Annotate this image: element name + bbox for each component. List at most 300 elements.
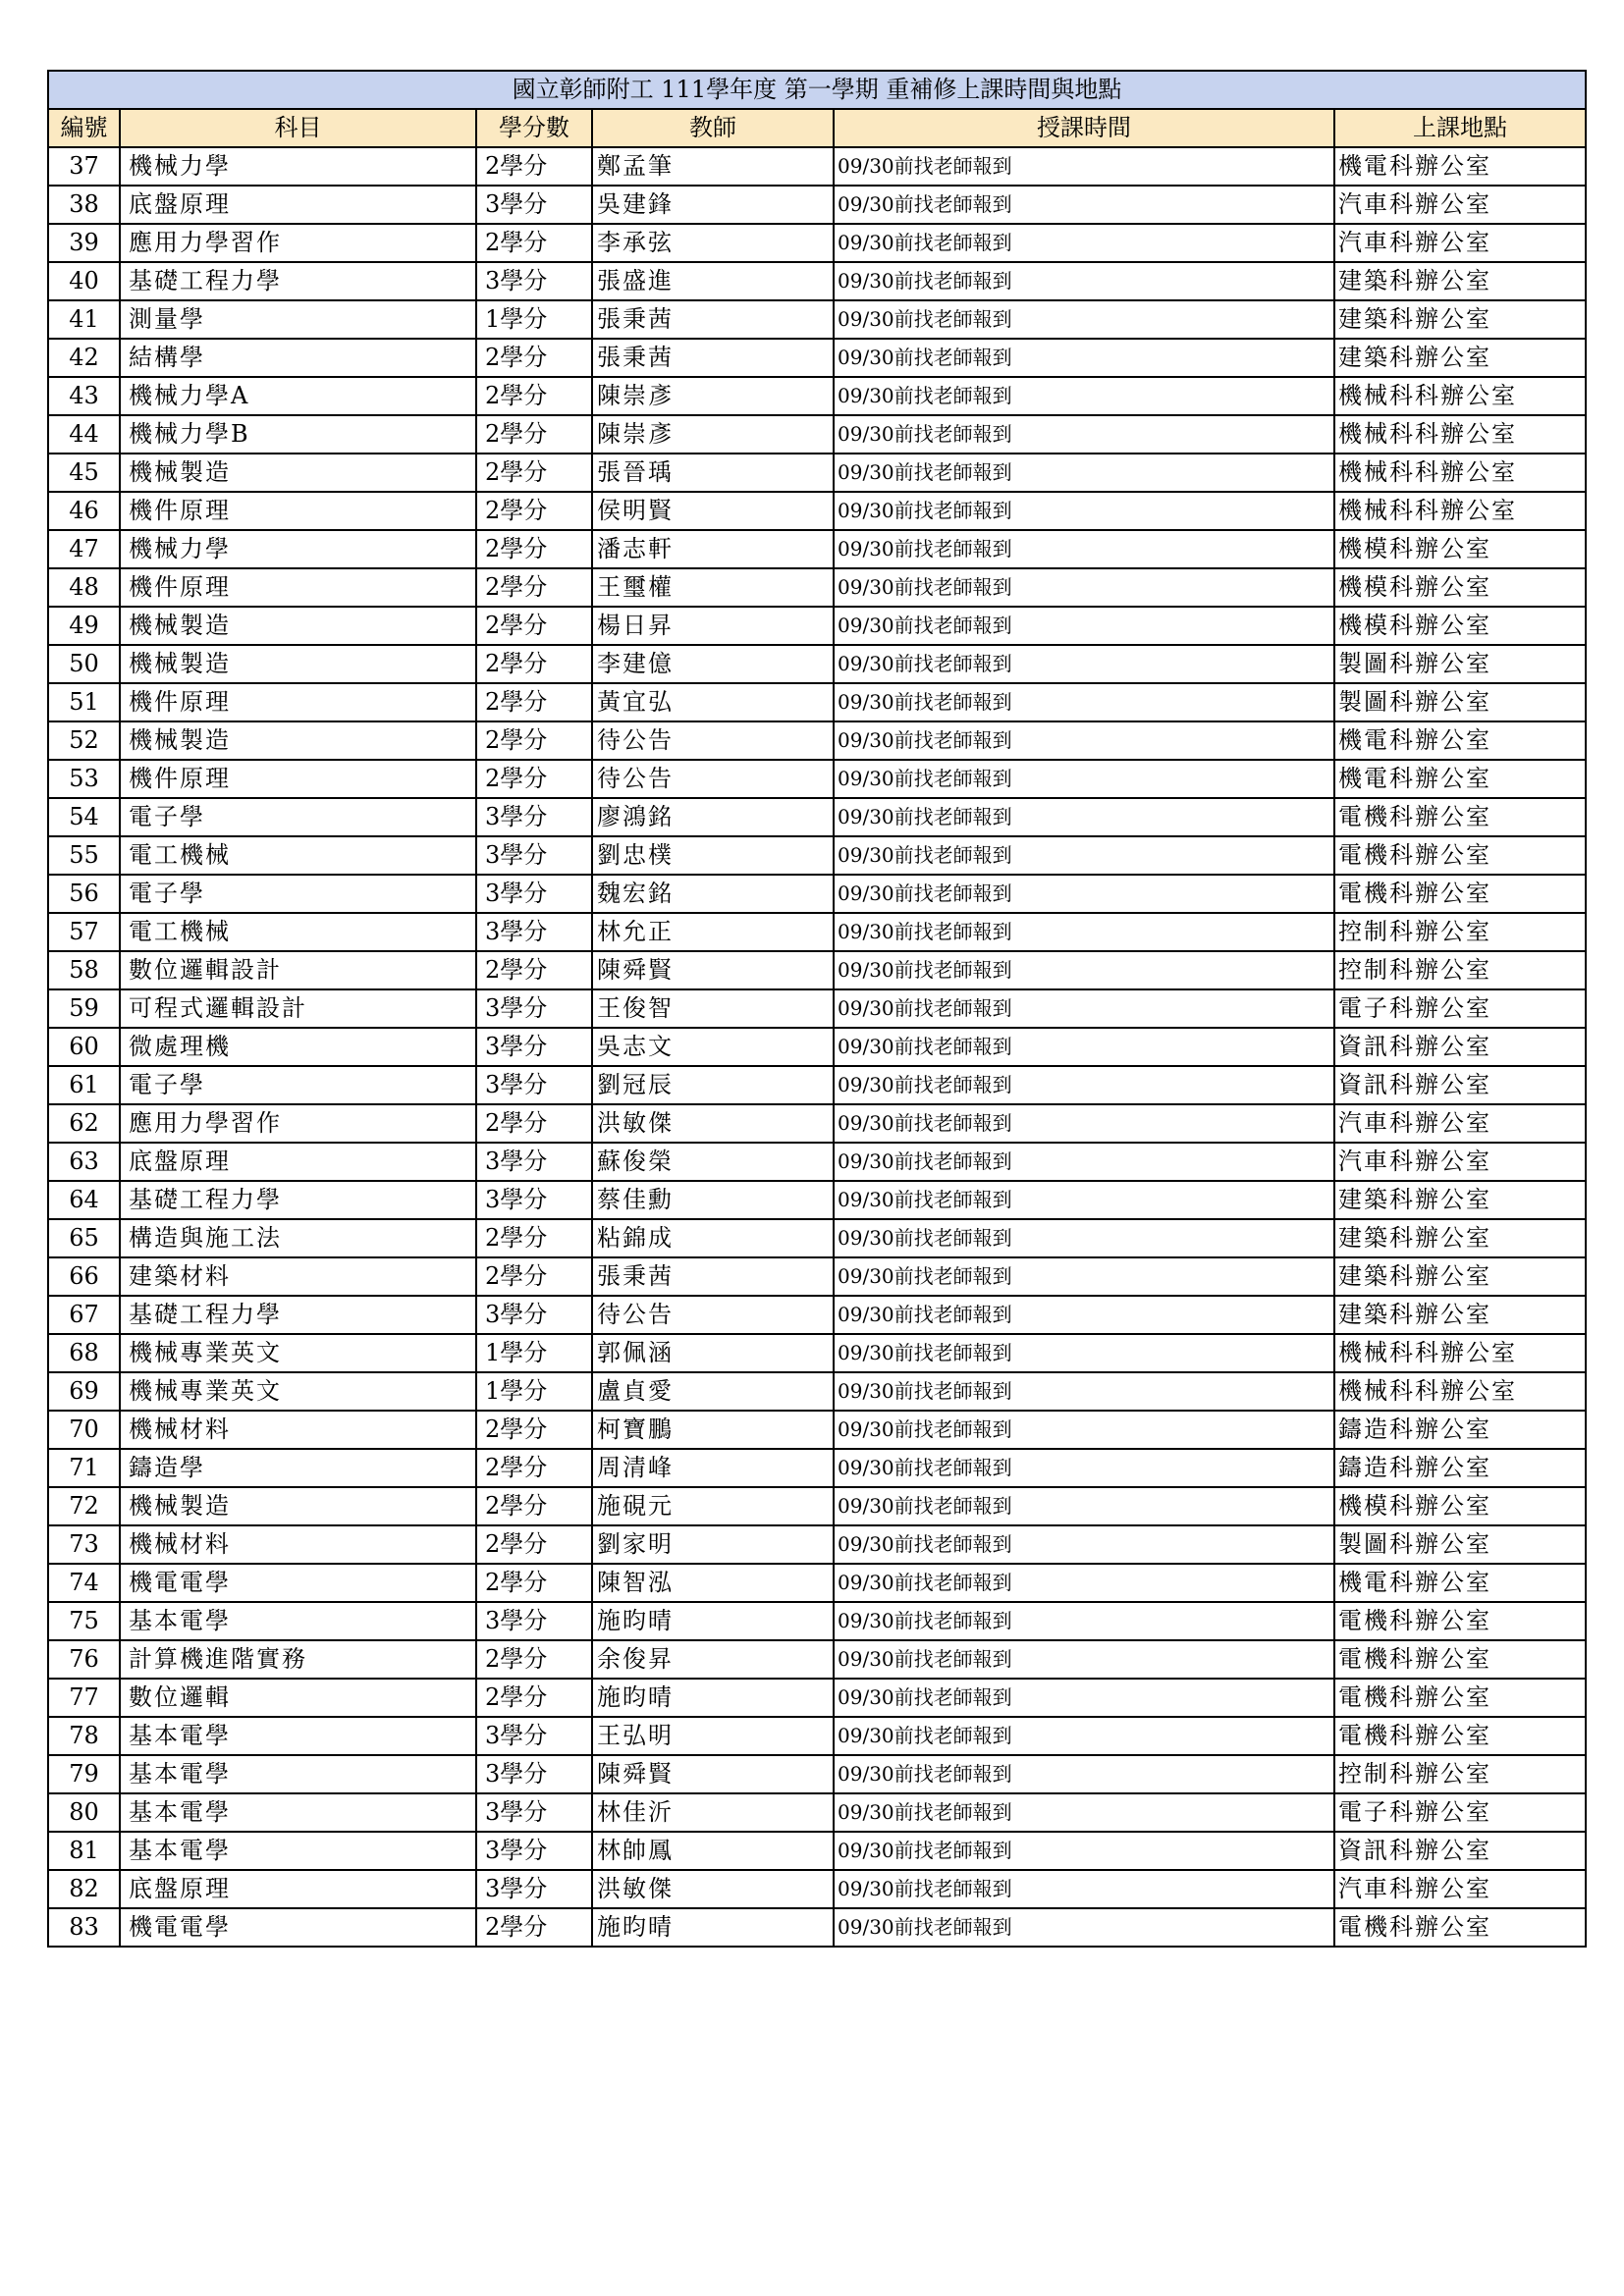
cell-location: 機電科辦公室 (1334, 1564, 1586, 1602)
cell-no: 40 (48, 262, 120, 300)
table-row (48, 1717, 1586, 1755)
cell-subject: 電工機械 (120, 836, 476, 875)
cell-credits: 3學分 (476, 989, 592, 1028)
cell-teacher: 粘錦成 (592, 1219, 834, 1257)
cell-time: 09/30前找老師報到 (834, 1908, 1334, 1947)
cell-teacher: 洪敏傑 (592, 1870, 834, 1908)
cell-credits: 2學分 (476, 1640, 592, 1679)
cell-no: 44 (48, 415, 120, 454)
table-row (48, 1028, 1586, 1066)
cell-no: 82 (48, 1870, 120, 1908)
cell-subject: 電子學 (120, 875, 476, 913)
cell-no: 52 (48, 721, 120, 760)
schedule-table (47, 70, 1587, 1948)
table-title-row (48, 71, 1586, 109)
cell-subject: 機械材料 (120, 1525, 476, 1564)
cell-teacher: 林佳沂 (592, 1793, 834, 1832)
table-row (48, 568, 1586, 607)
cell-credits: 1學分 (476, 1372, 592, 1411)
cell-subject: 數位邏輯 (120, 1679, 476, 1717)
cell-location: 控制科辦公室 (1334, 951, 1586, 989)
table-row (48, 492, 1586, 530)
cell-no: 42 (48, 339, 120, 377)
cell-credits: 3學分 (476, 1028, 592, 1066)
cell-location: 機械科科辦公室 (1334, 492, 1586, 530)
cell-time: 09/30前找老師報到 (834, 568, 1334, 607)
table-header-row (48, 109, 1586, 147)
cell-credits: 2學分 (476, 607, 592, 645)
table-row (48, 607, 1586, 645)
cell-credits: 3學分 (476, 262, 592, 300)
cell-subject: 機械製造 (120, 721, 476, 760)
table-row (48, 1640, 1586, 1679)
cell-location: 資訊科辦公室 (1334, 1832, 1586, 1870)
cell-location: 機電科辦公室 (1334, 721, 1586, 760)
table-row (48, 377, 1586, 415)
header-time: 授課時間 (834, 109, 1334, 147)
cell-teacher: 吳建鋒 (592, 186, 834, 224)
cell-no: 77 (48, 1679, 120, 1717)
table-row (48, 989, 1586, 1028)
cell-location: 汽車科辦公室 (1334, 224, 1586, 262)
cell-credits: 1學分 (476, 1334, 592, 1372)
cell-subject: 機械力學 (120, 147, 476, 186)
cell-location: 機械科科辦公室 (1334, 454, 1586, 492)
cell-time: 09/30前找老師報到 (834, 607, 1334, 645)
cell-subject: 基本電學 (120, 1832, 476, 1870)
cell-teacher: 廖鴻銘 (592, 798, 834, 836)
cell-teacher: 楊日昇 (592, 607, 834, 645)
table-row (48, 1219, 1586, 1257)
table-row (48, 1602, 1586, 1640)
cell-location: 電機科辦公室 (1334, 798, 1586, 836)
cell-no: 80 (48, 1793, 120, 1832)
cell-no: 43 (48, 377, 120, 415)
cell-teacher: 柯寶鵬 (592, 1411, 834, 1449)
cell-time: 09/30前找老師報到 (834, 186, 1334, 224)
cell-no: 56 (48, 875, 120, 913)
cell-teacher: 劉冠辰 (592, 1066, 834, 1104)
cell-time: 09/30前找老師報到 (834, 262, 1334, 300)
cell-time: 09/30前找老師報到 (834, 1870, 1334, 1908)
cell-time: 09/30前找老師報到 (834, 224, 1334, 262)
cell-subject: 機械力學B (120, 415, 476, 454)
cell-teacher: 林允正 (592, 913, 834, 951)
table-row (48, 1066, 1586, 1104)
cell-credits: 2學分 (476, 951, 592, 989)
cell-location: 製圖科辦公室 (1334, 683, 1586, 721)
cell-subject: 微處理機 (120, 1028, 476, 1066)
table-row (48, 836, 1586, 875)
cell-location: 汽車科辦公室 (1334, 186, 1586, 224)
cell-credits: 2學分 (476, 1219, 592, 1257)
cell-credits: 2學分 (476, 645, 592, 683)
cell-subject: 機電電學 (120, 1564, 476, 1602)
cell-no: 49 (48, 607, 120, 645)
cell-teacher: 潘志軒 (592, 530, 834, 568)
cell-subject: 鑄造學 (120, 1449, 476, 1487)
cell-location: 汽車科辦公室 (1334, 1104, 1586, 1143)
cell-credits: 3學分 (476, 186, 592, 224)
cell-no: 68 (48, 1334, 120, 1372)
cell-teacher: 施昀晴 (592, 1602, 834, 1640)
cell-location: 建築科辦公室 (1334, 1296, 1586, 1334)
table-row (48, 1908, 1586, 1947)
cell-location: 電機科辦公室 (1334, 1640, 1586, 1679)
cell-time: 09/30前找老師報到 (834, 415, 1334, 454)
cell-no: 78 (48, 1717, 120, 1755)
cell-no: 74 (48, 1564, 120, 1602)
cell-credits: 2學分 (476, 1908, 592, 1947)
table-row (48, 1181, 1586, 1219)
cell-teacher: 洪敏傑 (592, 1104, 834, 1143)
cell-time: 09/30前找老師報到 (834, 1755, 1334, 1793)
cell-subject: 機件原理 (120, 568, 476, 607)
header-no: 編號 (48, 109, 120, 147)
cell-time: 09/30前找老師報到 (834, 1717, 1334, 1755)
cell-teacher: 魏宏銘 (592, 875, 834, 913)
table-row (48, 1793, 1586, 1832)
cell-time: 09/30前找老師報到 (834, 1296, 1334, 1334)
cell-time: 09/30前找老師報到 (834, 1104, 1334, 1143)
cell-teacher: 鄭孟筆 (592, 147, 834, 186)
cell-credits: 2學分 (476, 683, 592, 721)
cell-subject: 建築材料 (120, 1257, 476, 1296)
cell-teacher: 余俊昇 (592, 1640, 834, 1679)
cell-subject: 底盤原理 (120, 1870, 476, 1908)
table-row (48, 1832, 1586, 1870)
cell-location: 製圖科辦公室 (1334, 1525, 1586, 1564)
cell-no: 47 (48, 530, 120, 568)
cell-no: 72 (48, 1487, 120, 1525)
table-row (48, 1296, 1586, 1334)
cell-subject: 基本電學 (120, 1755, 476, 1793)
cell-no: 76 (48, 1640, 120, 1679)
cell-teacher: 陳崇彥 (592, 377, 834, 415)
cell-no: 71 (48, 1449, 120, 1487)
cell-credits: 3學分 (476, 1717, 592, 1755)
cell-location: 鑄造科辦公室 (1334, 1411, 1586, 1449)
cell-credits: 3學分 (476, 798, 592, 836)
cell-subject: 構造與施工法 (120, 1219, 476, 1257)
cell-time: 09/30前找老師報到 (834, 339, 1334, 377)
cell-location: 機電科辦公室 (1334, 760, 1586, 798)
cell-no: 60 (48, 1028, 120, 1066)
header-teacher: 教師 (592, 109, 834, 147)
table-row (48, 1870, 1586, 1908)
cell-no: 54 (48, 798, 120, 836)
cell-time: 09/30前找老師報到 (834, 1372, 1334, 1411)
table-row (48, 1143, 1586, 1181)
cell-location: 電機科辦公室 (1334, 875, 1586, 913)
cell-time: 09/30前找老師報到 (834, 1602, 1334, 1640)
table-row (48, 1257, 1586, 1296)
cell-subject: 機械製造 (120, 1487, 476, 1525)
cell-no: 46 (48, 492, 120, 530)
cell-no: 81 (48, 1832, 120, 1870)
cell-no: 39 (48, 224, 120, 262)
cell-teacher: 蔡佳勳 (592, 1181, 834, 1219)
cell-location: 控制科辦公室 (1334, 1755, 1586, 1793)
cell-subject: 機件原理 (120, 760, 476, 798)
cell-location: 機械科科辦公室 (1334, 377, 1586, 415)
cell-teacher: 李承弦 (592, 224, 834, 262)
table-row (48, 339, 1586, 377)
cell-time: 09/30前找老師報到 (834, 377, 1334, 415)
cell-credits: 2學分 (476, 224, 592, 262)
cell-location: 機械科科辦公室 (1334, 1334, 1586, 1372)
cell-no: 73 (48, 1525, 120, 1564)
cell-time: 09/30前找老師報到 (834, 1257, 1334, 1296)
cell-teacher: 陳智泓 (592, 1564, 834, 1602)
cell-time: 09/30前找老師報到 (834, 300, 1334, 339)
cell-subject: 機械力學A (120, 377, 476, 415)
cell-location: 建築科辦公室 (1334, 300, 1586, 339)
cell-teacher: 施昀晴 (592, 1679, 834, 1717)
cell-teacher: 陳崇彥 (592, 415, 834, 454)
cell-subject: 機械力學 (120, 530, 476, 568)
cell-no: 83 (48, 1908, 120, 1947)
cell-subject: 基本電學 (120, 1717, 476, 1755)
table-row (48, 300, 1586, 339)
cell-time: 09/30前找老師報到 (834, 1143, 1334, 1181)
table-row (48, 1679, 1586, 1717)
table-row (48, 1372, 1586, 1411)
table-row (48, 262, 1586, 300)
cell-credits: 2學分 (476, 1487, 592, 1525)
cell-credits: 3學分 (476, 1755, 592, 1793)
cell-teacher: 張秉茜 (592, 300, 834, 339)
cell-no: 53 (48, 760, 120, 798)
cell-location: 建築科辦公室 (1334, 339, 1586, 377)
table-row (48, 454, 1586, 492)
cell-location: 電機科辦公室 (1334, 1602, 1586, 1640)
cell-location: 製圖科辦公室 (1334, 645, 1586, 683)
cell-time: 09/30前找老師報到 (834, 989, 1334, 1028)
cell-no: 69 (48, 1372, 120, 1411)
cell-teacher: 林帥鳳 (592, 1832, 834, 1870)
cell-credits: 2學分 (476, 1679, 592, 1717)
cell-credits: 2學分 (476, 1525, 592, 1564)
cell-teacher: 王弘明 (592, 1717, 834, 1755)
cell-location: 建築科辦公室 (1334, 1257, 1586, 1296)
table-row (48, 875, 1586, 913)
cell-teacher: 張秉茜 (592, 1257, 834, 1296)
cell-credits: 2學分 (476, 1257, 592, 1296)
cell-subject: 基礎工程力學 (120, 1181, 476, 1219)
table-row (48, 186, 1586, 224)
cell-time: 09/30前找老師報到 (834, 1219, 1334, 1257)
cell-credits: 2學分 (476, 492, 592, 530)
cell-teacher: 待公告 (592, 1296, 834, 1334)
cell-teacher: 吳志文 (592, 1028, 834, 1066)
cell-subject: 機械製造 (120, 645, 476, 683)
cell-subject: 底盤原理 (120, 186, 476, 224)
cell-subject: 基礎工程力學 (120, 1296, 476, 1334)
header-subject: 科目 (120, 109, 476, 147)
table-row (48, 1755, 1586, 1793)
cell-location: 建築科辦公室 (1334, 1181, 1586, 1219)
cell-time: 09/30前找老師報到 (834, 951, 1334, 989)
cell-no: 65 (48, 1219, 120, 1257)
cell-location: 電機科辦公室 (1334, 1679, 1586, 1717)
table-row (48, 760, 1586, 798)
table-row (48, 1564, 1586, 1602)
cell-subject: 基本電學 (120, 1602, 476, 1640)
cell-no: 59 (48, 989, 120, 1028)
cell-location: 電子科辦公室 (1334, 1793, 1586, 1832)
cell-location: 機械科科辦公室 (1334, 1372, 1586, 1411)
cell-time: 09/30前找老師報到 (834, 530, 1334, 568)
cell-time: 09/30前找老師報到 (834, 875, 1334, 913)
cell-teacher: 施昀晴 (592, 1908, 834, 1947)
cell-teacher: 周清峰 (592, 1449, 834, 1487)
cell-location: 汽車科辦公室 (1334, 1143, 1586, 1181)
cell-credits: 3學分 (476, 1602, 592, 1640)
cell-no: 61 (48, 1066, 120, 1104)
cell-time: 09/30前找老師報到 (834, 760, 1334, 798)
cell-teacher: 張盛進 (592, 262, 834, 300)
cell-location: 機模科辦公室 (1334, 568, 1586, 607)
cell-location: 電機科辦公室 (1334, 1717, 1586, 1755)
cell-credits: 2學分 (476, 339, 592, 377)
table-row (48, 530, 1586, 568)
cell-location: 電子科辦公室 (1334, 989, 1586, 1028)
cell-teacher: 陳舜賢 (592, 1755, 834, 1793)
cell-subject: 應用力學習作 (120, 224, 476, 262)
cell-location: 建築科辦公室 (1334, 262, 1586, 300)
cell-no: 79 (48, 1755, 120, 1793)
table-row (48, 683, 1586, 721)
cell-time: 09/30前找老師報到 (834, 1181, 1334, 1219)
cell-teacher: 盧貞愛 (592, 1372, 834, 1411)
cell-credits: 1學分 (476, 300, 592, 339)
table-body (48, 147, 1586, 1947)
cell-subject: 底盤原理 (120, 1143, 476, 1181)
cell-credits: 3學分 (476, 1181, 592, 1219)
cell-subject: 數位邏輯設計 (120, 951, 476, 989)
cell-location: 資訊科辦公室 (1334, 1066, 1586, 1104)
cell-teacher: 王璽權 (592, 568, 834, 607)
cell-subject: 基本電學 (120, 1793, 476, 1832)
cell-teacher: 張晉瑀 (592, 454, 834, 492)
cell-subject: 機械專業英文 (120, 1334, 476, 1372)
cell-time: 09/30前找老師報到 (834, 1411, 1334, 1449)
cell-credits: 3學分 (476, 875, 592, 913)
cell-credits: 3學分 (476, 1832, 592, 1870)
cell-no: 38 (48, 186, 120, 224)
cell-no: 45 (48, 454, 120, 492)
cell-subject: 電子學 (120, 1066, 476, 1104)
cell-time: 09/30前找老師報到 (834, 1525, 1334, 1564)
cell-location: 資訊科辦公室 (1334, 1028, 1586, 1066)
cell-no: 70 (48, 1411, 120, 1449)
cell-time: 09/30前找老師報到 (834, 492, 1334, 530)
cell-subject: 機械製造 (120, 454, 476, 492)
table-row (48, 798, 1586, 836)
header-location: 上課地點 (1334, 109, 1586, 147)
document-page (47, 70, 1585, 1948)
cell-teacher: 施硯元 (592, 1487, 834, 1525)
cell-time: 09/30前找老師報到 (834, 454, 1334, 492)
table-row (48, 1525, 1586, 1564)
cell-credits: 3學分 (476, 1296, 592, 1334)
table-row (48, 951, 1586, 989)
cell-credits: 3學分 (476, 1870, 592, 1908)
cell-no: 41 (48, 300, 120, 339)
cell-no: 37 (48, 147, 120, 186)
cell-subject: 結構學 (120, 339, 476, 377)
cell-time: 09/30前找老師報到 (834, 1334, 1334, 1372)
cell-credits: 2學分 (476, 1449, 592, 1487)
cell-location: 汽車科辦公室 (1334, 1870, 1586, 1908)
cell-location: 鑄造科辦公室 (1334, 1449, 1586, 1487)
cell-location: 機模科辦公室 (1334, 607, 1586, 645)
cell-teacher: 陳舜賢 (592, 951, 834, 989)
cell-no: 48 (48, 568, 120, 607)
cell-location: 控制科辦公室 (1334, 913, 1586, 951)
cell-location: 電機科辦公室 (1334, 1908, 1586, 1947)
cell-subject: 測量學 (120, 300, 476, 339)
cell-credits: 2學分 (476, 415, 592, 454)
cell-subject: 電工機械 (120, 913, 476, 951)
table-row (48, 1411, 1586, 1449)
cell-subject: 可程式邏輯設計 (120, 989, 476, 1028)
table-title: 國立彰師附工 111學年度 第一學期 重補修上課時間與地點 (48, 71, 1586, 109)
cell-time: 09/30前找老師報到 (834, 1640, 1334, 1679)
cell-no: 57 (48, 913, 120, 951)
cell-time: 09/30前找老師報到 (834, 1066, 1334, 1104)
cell-time: 09/30前找老師報到 (834, 147, 1334, 186)
cell-no: 58 (48, 951, 120, 989)
cell-credits: 2學分 (476, 568, 592, 607)
table-row (48, 147, 1586, 186)
cell-credits: 3學分 (476, 913, 592, 951)
cell-no: 51 (48, 683, 120, 721)
cell-teacher: 待公告 (592, 760, 834, 798)
cell-credits: 2學分 (476, 1564, 592, 1602)
table-row (48, 1487, 1586, 1525)
cell-location: 機械科科辦公室 (1334, 415, 1586, 454)
cell-time: 09/30前找老師報到 (834, 798, 1334, 836)
cell-subject: 機件原理 (120, 683, 476, 721)
cell-subject: 基礎工程力學 (120, 262, 476, 300)
table-row (48, 1334, 1586, 1372)
cell-credits: 2學分 (476, 1411, 592, 1449)
cell-credits: 2學分 (476, 147, 592, 186)
cell-no: 63 (48, 1143, 120, 1181)
cell-teacher: 劉忠樸 (592, 836, 834, 875)
cell-no: 64 (48, 1181, 120, 1219)
cell-credits: 3學分 (476, 1143, 592, 1181)
cell-location: 電機科辦公室 (1334, 836, 1586, 875)
cell-teacher: 王俊智 (592, 989, 834, 1028)
cell-time: 09/30前找老師報到 (834, 683, 1334, 721)
cell-time: 09/30前找老師報到 (834, 913, 1334, 951)
cell-no: 50 (48, 645, 120, 683)
cell-teacher: 郭佩涵 (592, 1334, 834, 1372)
cell-teacher: 侯明賢 (592, 492, 834, 530)
table-row (48, 913, 1586, 951)
cell-subject: 機電電學 (120, 1908, 476, 1947)
cell-subject: 機械專業英文 (120, 1372, 476, 1411)
cell-time: 09/30前找老師報到 (834, 1028, 1334, 1066)
cell-credits: 2學分 (476, 530, 592, 568)
cell-location: 機電科辦公室 (1334, 147, 1586, 186)
cell-time: 09/30前找老師報到 (834, 836, 1334, 875)
header-credits: 學分數 (476, 109, 592, 147)
cell-time: 09/30前找老師報到 (834, 645, 1334, 683)
